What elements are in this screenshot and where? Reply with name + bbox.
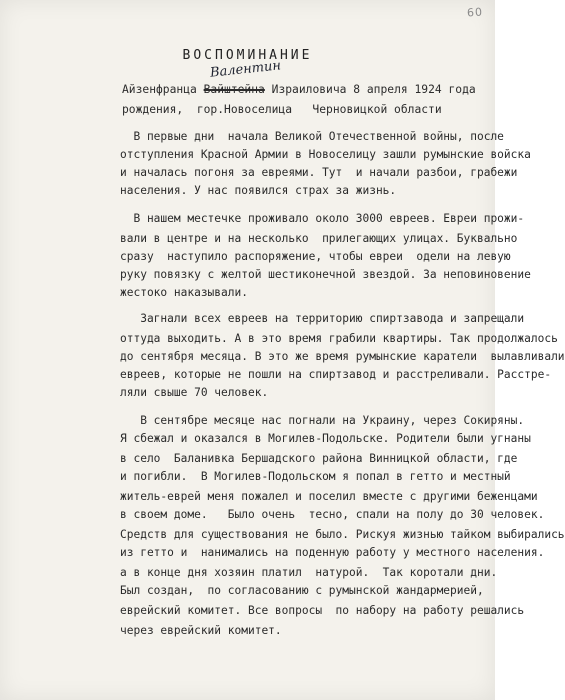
text-line: Загнали всех евреев на территорию спиртзавода и запрещали <box>120 312 525 325</box>
text-line: а в конце дня хозяин платил натурой. Так коротали дни. <box>120 566 498 579</box>
text-line: и погибли. В Могилев-Подольском я попал в гетто и местный <box>120 470 511 483</box>
handwritten-correction: Валентин <box>209 58 282 81</box>
text-line: оттуда выходить. А в это время грабили квартиры. Так продолжалось <box>120 332 558 345</box>
text-line: в своем доме. Было очень тесно, спали на полу до 30 человек. <box>120 508 545 521</box>
text-line: В первые дни начала Великой Отечественной войны, после <box>120 130 504 143</box>
text-line: через еврейский комитет. <box>120 624 282 637</box>
text-line: жестоко наказывали. <box>120 286 248 299</box>
struck-out-name: Вайштейна <box>203 83 265 96</box>
author-info-line1-rest: Израиловича 8 апреля 1924 года <box>264 83 476 96</box>
text-line: из гетто и нанимались на поденную работу у местного населения. <box>120 546 545 559</box>
author-info <box>122 80 482 120</box>
text-line: до сентября месяца. В это же время румынские каратели вылавливали <box>120 350 565 363</box>
text-line: в село Баланивка Бершадского района Винницкой области, где <box>120 452 518 465</box>
text-line: вали в центре и на несколько прилегающих улицах. Буквально <box>120 232 518 245</box>
author-info-line2: рождения, гор.Новоселица Черновицкой области <box>122 103 442 116</box>
text-line: Был создан, по согласованию с румынской жандармерией, <box>120 584 484 597</box>
text-line: и началась погоня за евреями. Тут и начали разбои, грабежи <box>120 166 518 179</box>
text-line: Средств для существования не было. Рискуя жизнью тайком выбирались <box>120 528 565 541</box>
text-line: сразу наступило распоряжение, чтобы евреи одели на левую <box>120 250 511 263</box>
page-number: 60 <box>466 5 484 20</box>
text-line: еврейский комитет. Все вопросы по набору на работу решались <box>120 604 525 617</box>
text-line: ляли свыше 70 человек. <box>120 386 269 399</box>
text-line: отступления Красной Армии в Новоселицу зашли румынские войска <box>120 148 531 161</box>
text-line: населения. У нас появился страх за жизнь. <box>120 184 397 197</box>
text-line: руку повязку с желтой шестиконечной звездой. За неповиновение <box>120 268 531 281</box>
text-line: житель-еврей меня пожалел и поселил вместе с другими беженцами <box>120 490 538 503</box>
text-line: В нашем местечке проживало около 3000 евреев. Евреи прожи- <box>120 212 525 225</box>
text-line: В сентябре месяце нас погнали на Украину, через Сокиряны. <box>120 414 525 427</box>
author-surname: Айзенфранца <box>122 83 204 96</box>
document-title: ВОСПОМИНАНИЕ <box>182 48 313 63</box>
text-line: Я сбежал и оказался в Могилев-Подольске. Родители были угнаны <box>120 432 531 445</box>
text-line: евреев, которые не пошли на спиртзавод и расстреливали. Расстре- <box>120 368 552 381</box>
